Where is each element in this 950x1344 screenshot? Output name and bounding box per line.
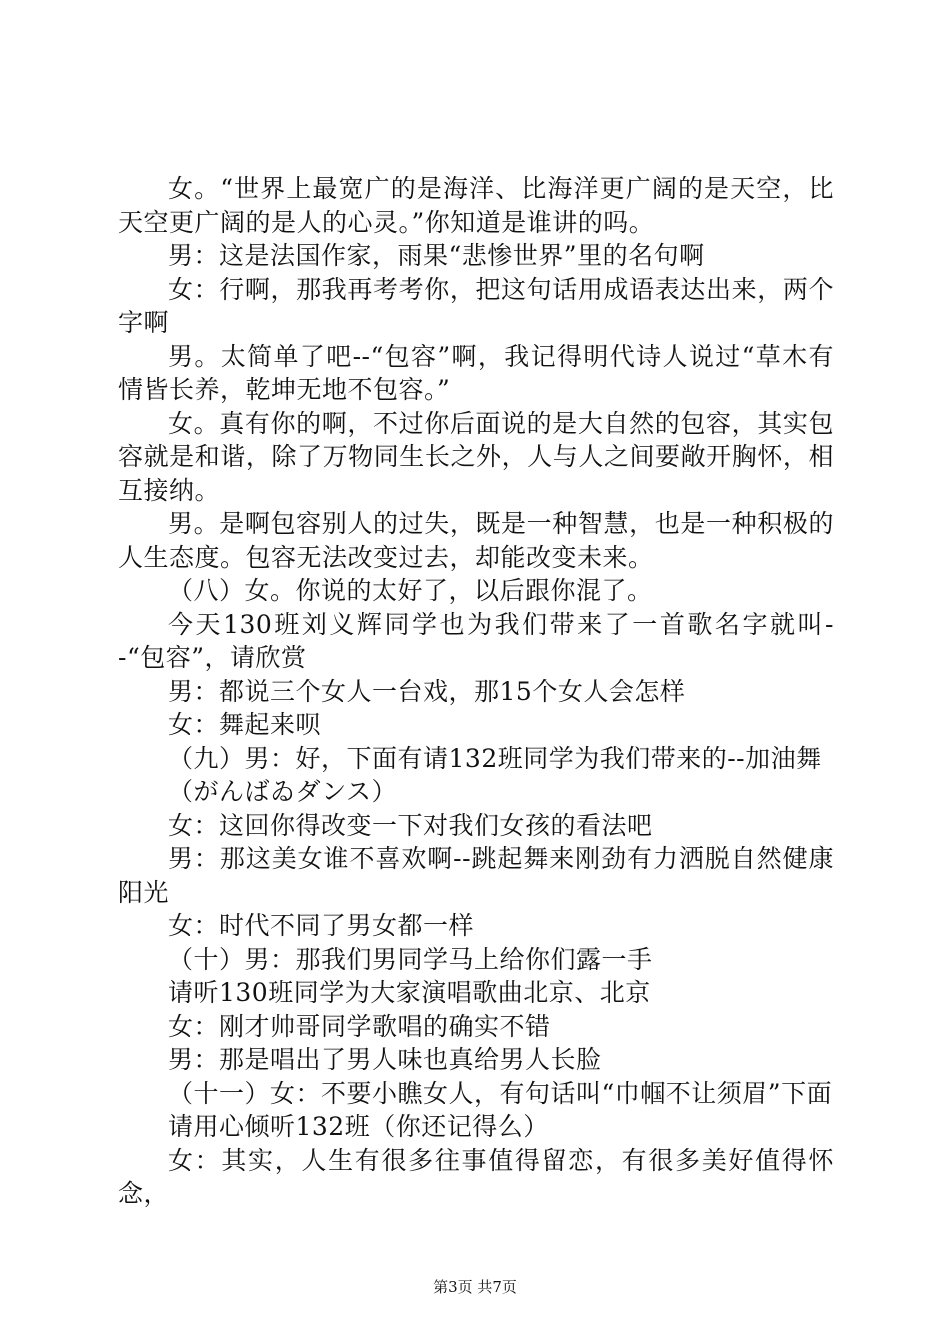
paragraph: 男：都说三个女人一台戏，那15个女人会怎样 <box>168 676 686 706</box>
paragraph: 女。真有你的啊，不过你后面说的是大自然的包容，其实包容就是和谐，除了万物同生长之外，人与人之间要敞开胸怀，相互接纳。 <box>118 408 834 505</box>
paragraph: （十一）女：不要小瞧女人，有句话叫“巾帼不让须眉”下面 <box>168 1078 833 1108</box>
paragraph: 男。是啊包容别人的过失，既是一种智慧，也是一种积极的人生态度。包容无法改变过去，却能改变未来。 <box>118 509 834 572</box>
paragraph: 女：时代不同了男女都一样 <box>168 911 475 940</box>
paragraph: 今天130班刘义辉同学也为我们带来了一首歌名字就叫--“包容”，请欣赏 <box>118 609 834 672</box>
paragraph: 请用心倾听132班（你还记得么） <box>168 1112 549 1141</box>
paragraph: 女：刚才帅哥同学歌唱的确实不错 <box>168 1011 551 1041</box>
paragraph: 男：那是唱出了男人味也真给男人长脸 <box>168 1045 602 1074</box>
paragraph: 女。“世界上最宽广的是海洋、比海洋更广阔的是天空，比天空更广阔的是人的心灵。”你知道是谁讲的吗。 <box>118 174 834 237</box>
paragraph: （八）女。你说的太好了，以后跟你混了。 <box>168 576 653 605</box>
page-number-footer: 第3页 共7页 <box>433 1278 517 1296</box>
document-body <box>118 172 834 1211</box>
paragraph: （がんばゐダンス） <box>168 777 398 806</box>
paragraph: 女：其实，人生有很多往事值得留恋，有很多美好值得怀念， <box>118 1145 834 1208</box>
paragraph: 男：那这美女谁不喜欢啊--跳起舞来刚劲有力洒脱自然健康阳光 <box>118 844 834 907</box>
paragraph: 女：舞起来呗 <box>168 710 322 739</box>
paragraph: 请听130班同学为大家演唱歌曲北京、北京 <box>168 978 651 1007</box>
paragraph: 女：这回你得改变一下对我们女孩的看法吧 <box>168 810 653 840</box>
paragraph: （十）男：那我们男同学马上给你们露一手 <box>168 944 653 974</box>
paragraph: 男：这是法国作家，雨果“悲惨世界”里的名句啊 <box>168 241 705 270</box>
paragraph: 男。太简单了吧--“包容”啊，我记得明代诗人说过“草木有情皆长养，乾坤无地不包容。” <box>118 341 834 404</box>
paragraph: 女：行啊，那我再考考你，把这句话用成语表达出来，两个字啊 <box>118 274 834 337</box>
paragraph: （九）男：好，下面有请132班同学为我们带来的--加油舞 <box>168 743 822 773</box>
